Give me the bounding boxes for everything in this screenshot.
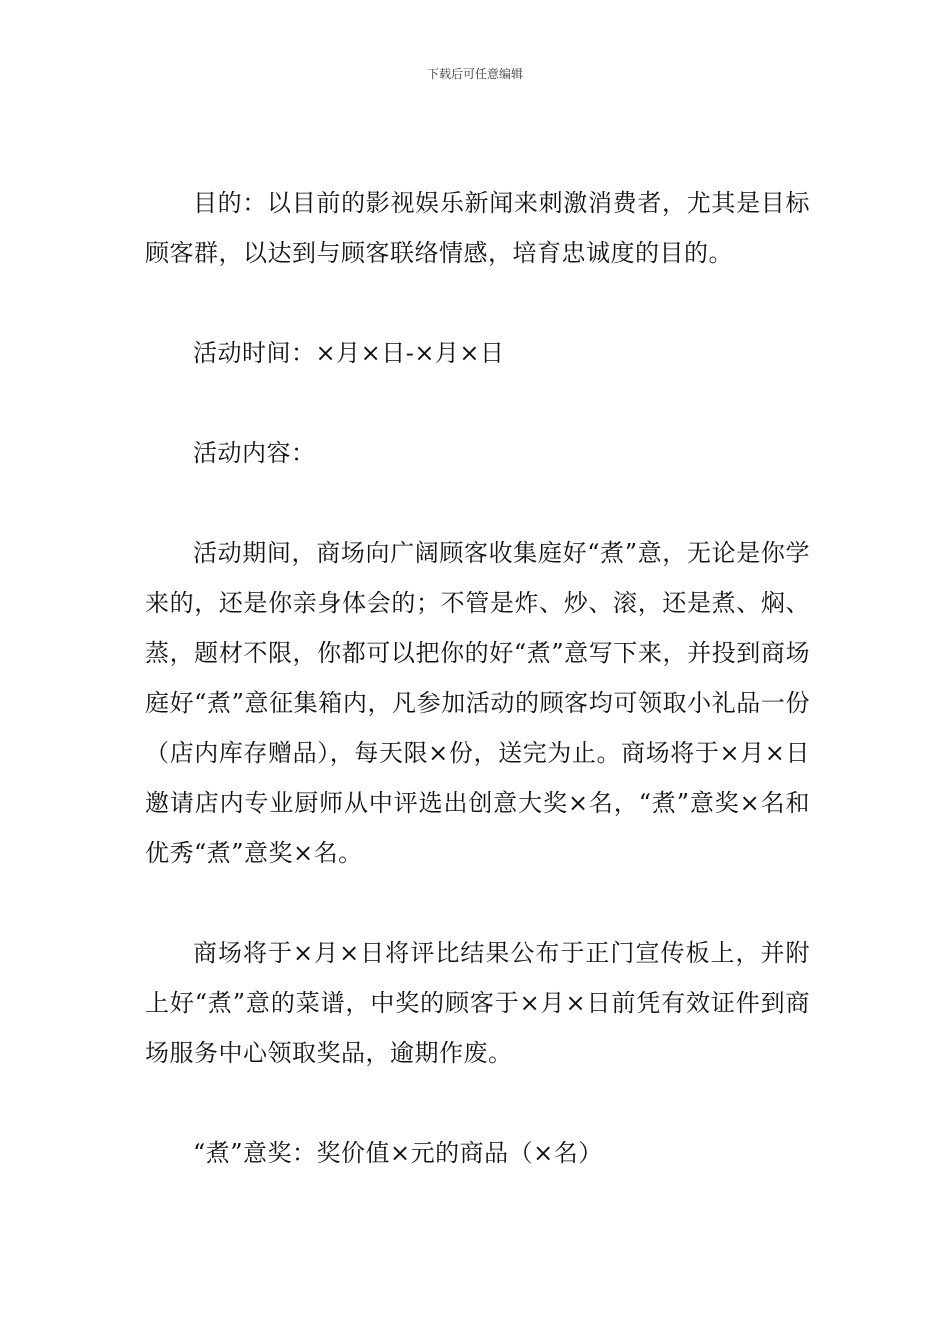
paragraph-activity-details: 活动期间，商场向广阔顾客收集庭好“煮”意，无论是你学来的，还是你亲身体会的；不管是炸、炒、滚，还是煮、焖、蒸，题材不限，你都可以把你的好“煮”意写下来，并投到商场庭好“煮”意征集箱内，凡参加活动的顾客均可领取小礼品一份（店内库存赠品），每天限×份，送完为止。商场将于×月×日邀请店内专业厨师从中评选出创意大奖×名，“煮”意奖×名和优秀“煮”意奖×名。: [145, 539, 810, 867]
paragraph-activity-time: 活动时间：×月×日-×月×日: [193, 339, 505, 367]
paragraph-results-announcement: 商场将于×月×日将评比结果公布于正门宣传板上，并附上好“煮”意的菜谱，中奖的顾客于×月×日前凭有效证件到商场服务中心领取奖品，逾期作废。: [145, 939, 810, 1067]
paragraph-prize: “煮”意奖：奖价值×元的商品（×名）: [193, 1139, 603, 1167]
paragraph-purpose: 目的：以目前的影视娱乐新闻来刺激消费者，尤其是目标顾客群，以达到与顾客联络情感，培育忠诚度的目的。: [145, 189, 810, 267]
page-header: 下载后可任意编辑: [426, 67, 523, 81]
document-body: [145, 178, 810, 1178]
paragraph-activity-content-heading: 活动内容：: [193, 439, 316, 467]
